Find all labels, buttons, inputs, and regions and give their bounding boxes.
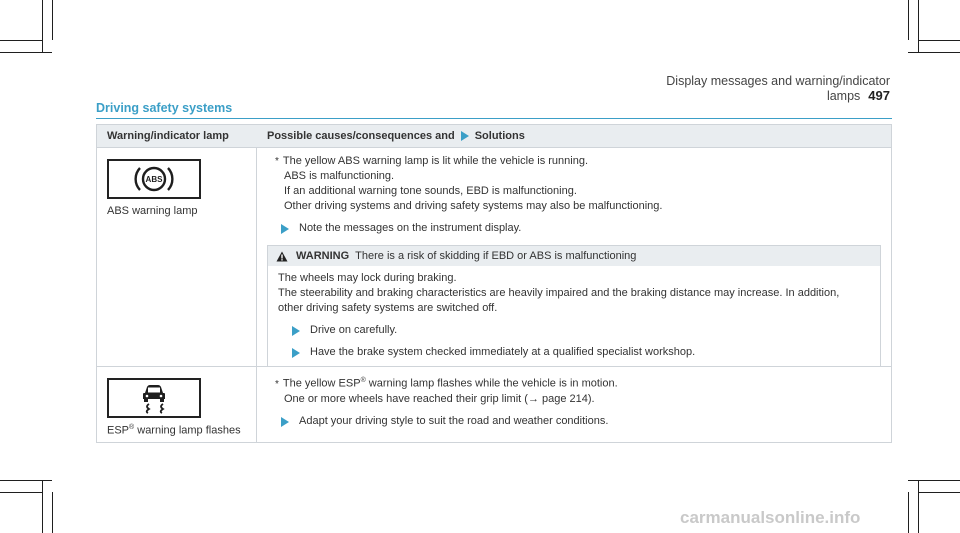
warning-label: WARNING (296, 249, 350, 262)
abs-icon-text: ABS (145, 175, 163, 184)
registered-mark: ® (129, 424, 135, 431)
col-header-suffix: Solutions (474, 130, 525, 142)
abs-warning-icon (107, 159, 201, 199)
crop-mark (918, 0, 919, 52)
crop-mark (908, 480, 960, 481)
step-text: Note the messages on the instrument display. (299, 222, 522, 234)
cause-line[interactable]: One or more wheels have reached their grip limit (→ page 214). (284, 392, 595, 405)
lamp-label (107, 424, 256, 437)
running-head (620, 74, 890, 103)
arrow-right-icon (281, 224, 289, 234)
lamp-label: ABS warning lamp (107, 205, 198, 217)
col-header-solutions (257, 130, 891, 142)
warning-box (267, 245, 881, 367)
solution-step (278, 345, 870, 360)
warning-line: other driving safety systems are switched off. (278, 302, 498, 314)
crop-mark (908, 52, 960, 53)
crop-mark (42, 0, 43, 52)
warning-body (268, 266, 880, 366)
crop-mark (52, 0, 53, 40)
cause-line: The yellow ABS warning lamp is lit while the vehicle is running. (282, 155, 588, 167)
lamp-table (96, 124, 892, 443)
cause-line: If an additional warning tone sounds, EBD is malfunctioning. (284, 185, 577, 197)
page-number: 497 (868, 88, 890, 103)
warning-title: There is a risk of skidding if EBD or ABS is malfunctioning (355, 249, 637, 262)
section-rule (96, 118, 892, 119)
cause-text (275, 373, 881, 392)
lamp-cell (97, 148, 257, 366)
solutions-cell (257, 367, 891, 442)
crop-mark (918, 480, 919, 533)
cause-text (275, 154, 881, 169)
cause-line-suffix: warning lamp flashes while the vehicle is in motion. (368, 377, 618, 390)
arrow-right-icon (292, 348, 300, 358)
arrow-right-icon (281, 417, 289, 427)
cause-line: Other driving systems and driving safety systems may also be malfunctioning. (284, 200, 663, 212)
running-head-text: Display messages and warning/indicator lamps (666, 74, 890, 103)
crop-mark (0, 480, 52, 481)
col-header-lamp: Warning/indicator lamp (107, 130, 229, 142)
solution-step (267, 414, 881, 429)
cause-line: ABS is malfunctioning. (284, 170, 395, 182)
warning-line: The wheels may lock during braking. (278, 272, 457, 284)
step-text: Adapt your driving style to suit the road and weather conditions. (299, 414, 609, 427)
table-row (97, 366, 891, 442)
solution-step (278, 323, 870, 338)
col-header-prefix: Possible causes/consequences and (267, 130, 455, 142)
arrow-right-icon (292, 326, 300, 336)
crop-mark (918, 492, 960, 493)
lamp-label-prefix: ESP (107, 424, 130, 437)
table-row (97, 147, 891, 366)
section-title: Driving safety systems (96, 101, 233, 115)
crop-mark (908, 492, 909, 533)
warning-triangle-icon (276, 251, 288, 262)
watermark: carmanualsonline.info (680, 508, 861, 527)
step-text: Drive on carefully. (310, 324, 398, 336)
solution-step (267, 221, 881, 236)
crop-mark (0, 40, 42, 41)
star-mark: * (275, 378, 279, 390)
lamp-cell (97, 367, 257, 442)
warning-line: The steerability and braking characteristics are heavily impaired and the braking distance may increase. In addition, (278, 287, 840, 299)
crop-mark (0, 492, 42, 493)
star-mark: * (275, 156, 279, 167)
crop-mark (52, 492, 53, 533)
solutions-cell (257, 148, 891, 366)
esp-skidding-car-icon (107, 378, 201, 418)
warning-header (268, 246, 880, 266)
crop-mark (42, 480, 43, 533)
crop-mark (918, 40, 960, 41)
registered-mark: ® (360, 377, 366, 384)
arrow-right-icon (461, 131, 469, 141)
cause-line-prefix: The yellow ESP (282, 377, 361, 390)
lamp-label-suffix: warning lamp flashes (137, 424, 241, 437)
table-header (97, 125, 891, 147)
crop-mark (908, 0, 909, 40)
crop-mark (0, 52, 52, 53)
step-text: Have the brake system checked immediately at a qualified specialist workshop. (310, 346, 696, 358)
